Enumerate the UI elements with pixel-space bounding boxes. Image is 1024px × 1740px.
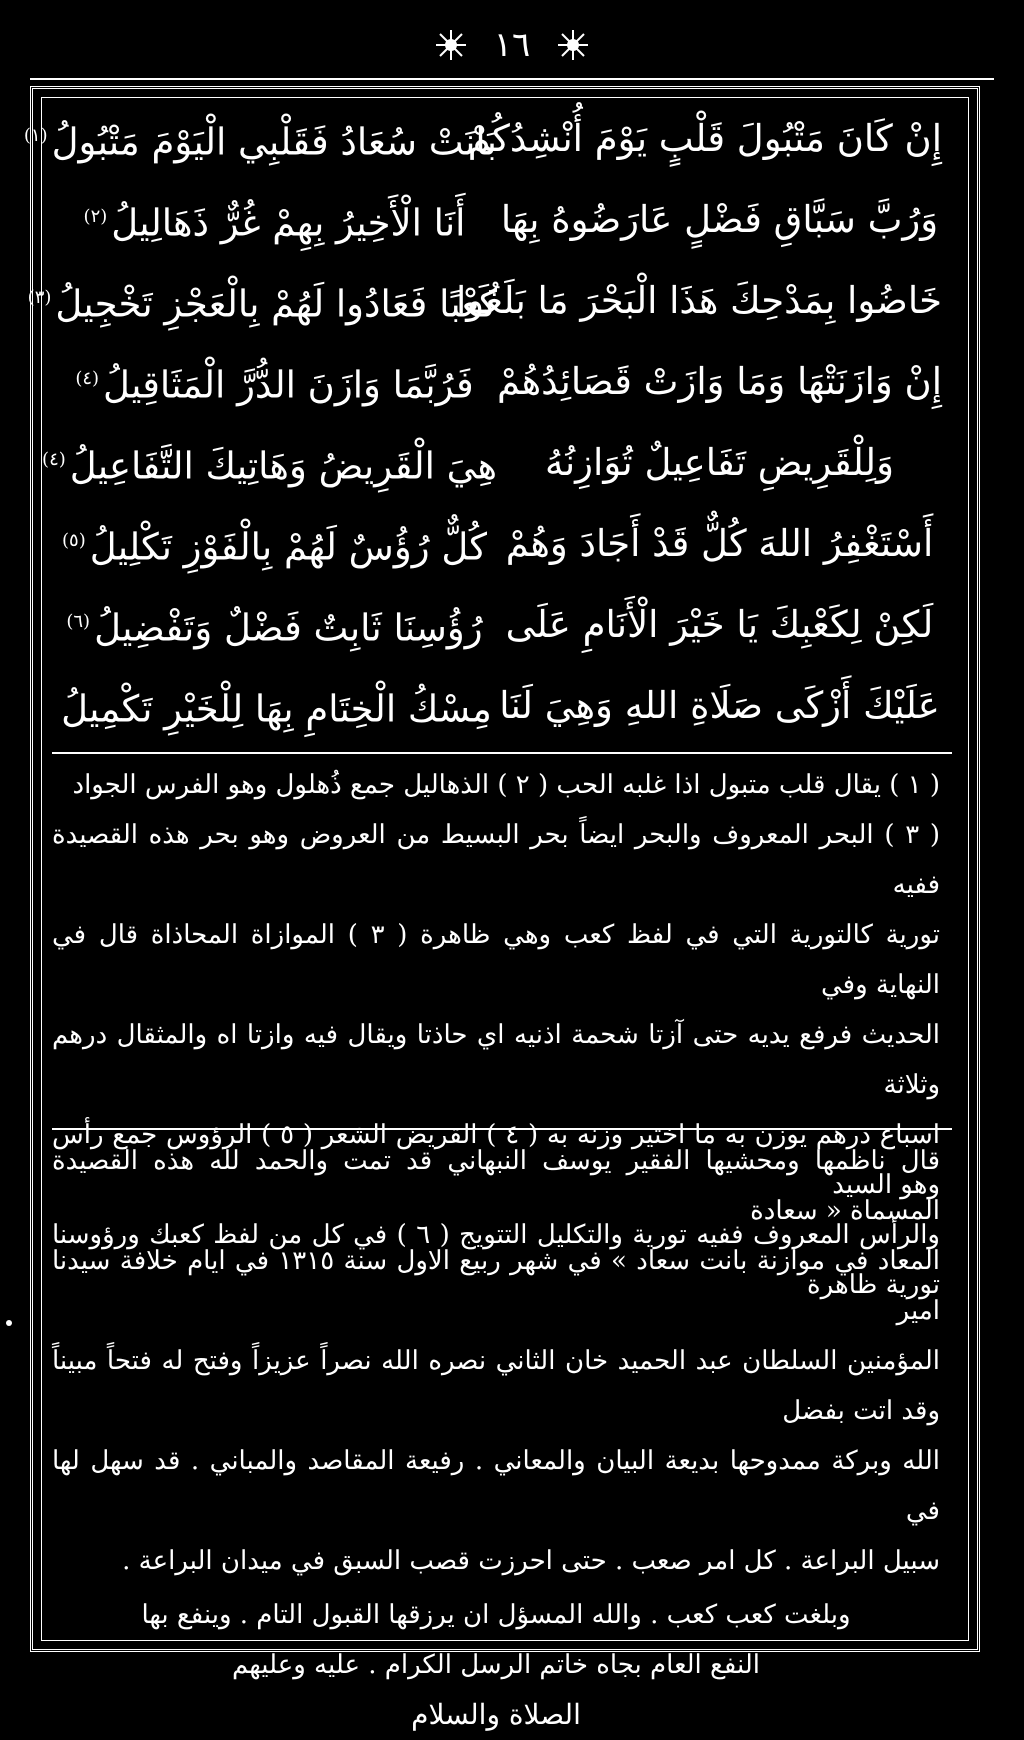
footnote-marker: (٤) (75, 367, 100, 389)
footnote-line: ( ٣ ) البحر المعروف والبحر ايضاً بحر البسيط من العروض وهو بحر هذه القصيدة ففيه (52, 820, 940, 900)
verse (23, 98, 942, 179)
second-hemistich (23, 95, 497, 182)
first-hemistich: عَلَيْكَ أَزْكَى صَلَاةِ اللهِ وَهِيَ لَنَا (499, 684, 940, 727)
colophon-line: المؤمنين السلطان عبد الحميد خان الثاني نصره الله نصراً عزيزاً وفتح له فتحاً مبيناً وقد اتت بفضل (52, 1346, 940, 1426)
colophon-line: الله وبركة ممدوحها بديعة البيان والمعاني . رفيعة المقاصد والمباني . قد سهل لها في (52, 1446, 940, 1526)
hemistich-text: أَنَا الْأَخِيرُ بِهِمْ غُرٌّ ذَهَالِيلُ (111, 201, 466, 245)
page-header (0, 20, 1024, 70)
colophon-divider (52, 1128, 952, 1130)
second-hemistich (42, 419, 497, 506)
first-hemistich: خَاضُوا بِمَدْحِكَ هَذَا الْبَحْرَ مَا بَلَغُوا (455, 279, 942, 322)
first-hemistich: لَكِنْ لِكَعْبِكَ يَا خَيْرَ الْأَنَامِ عَلَى (505, 603, 934, 646)
notes-divider (52, 752, 952, 754)
second-hemistich (52, 662, 497, 749)
verse (52, 584, 942, 665)
second-hemistich (52, 500, 497, 587)
colophon-line: سبيل البراعة . كل امر صعب . حتى احرزت قصب السبق في ميدان البراعة . (122, 1546, 940, 1576)
footnote-marker: (١) (23, 124, 48, 146)
second-hemistich (27, 257, 497, 344)
second-hemistich (52, 338, 497, 425)
poem (23, 98, 942, 748)
first-hemistich: وَلِلْقَرِيضِ تَفَاعِيلٌ تُوَازِنُهُ (545, 441, 894, 484)
first-hemistich: وَرُبَّ سَبَّاقِ فَضْلٍ عَارَضُوهُ بِهَا (500, 198, 939, 241)
hemistich-text: هِيَ الْقَرِيضُ وَهَاتِيكَ التَّفَاعِيلُ (69, 444, 497, 488)
first-hemistich: إِنْ كَانَ مَتْبُولَ قَلْبٍ يَوْمَ أُنْشِدُكُمْ (467, 117, 942, 160)
hemistich-text: فَرُبَّمَا وَازَنَ الدُّرَّ الْمَثَاقِيلُ (103, 363, 474, 407)
verse (27, 260, 942, 341)
footnote-line: تورية كالتورية التي في لفظ كعب وهي ظاهرة ( ٣ ) الموازاة المحاذاة قال في النهاية وفي (52, 920, 940, 1000)
hemistich-text: كُلٌّ رُؤُسٌ لَهُمْ بِالْفَوْزِ تَكْلِيلُ (89, 525, 487, 569)
colophon-line: المعاد في موازنة بانت سعاد » في شهر ربيع الاول سنة ١٣١٥ في ايام خلافة سيدنا امير (52, 1246, 941, 1326)
footnote-marker: (٢) (83, 205, 108, 227)
margin-speck (6, 1320, 12, 1326)
hemistich-text: كَعْبًا فَعَادُوا لَهُمْ بِالْعَجْزِ تَخْجِيلُ (55, 282, 497, 326)
closing-salutation: الصلاة والسلام (411, 1698, 581, 1731)
first-hemistich: أَسْتَغْفِرُ اللهَ كُلٌّ قَدْ أَجَادَ وَهُمْ (505, 522, 934, 565)
footnote-line: والرأس المعروف ففيه تورية والتكليل التتويج ( ٦ ) في كل من لفظ كعبك ورؤوسنا تورية ظاهرة (52, 1220, 940, 1300)
footnote-marker: (٤) (42, 448, 66, 470)
footnote-line: اسباع درهم يوزن به ما اختير وزنه به ( ٤ ) القريض الشعر ( ٥ ) الرؤوس جمع رأس وهو السيد (52, 1120, 940, 1200)
second-hemistich (52, 581, 497, 668)
verse (52, 503, 942, 584)
colophon (52, 1136, 940, 1740)
hemistich-text: رُؤُسِنَا ثَابِتٌ فَضْلٌ وَتَفْضِيلُ (94, 606, 483, 650)
footnote-line: الحديث فرفع يديه حتى آزتا شحمة اذنيه اي حاذتا ويقال فيه وازتا اه والمثقال درهم وثلاثة (52, 1020, 940, 1100)
footnote-marker: (٣) (27, 286, 52, 308)
hemistich-text: بَانَتْ سُعَادُ فَقَلْبِي الْيَوْمَ مَتْبُولُ (51, 120, 497, 164)
hemistich-text: مِسْكُ الْخِتَامِ بِهَا لِلْخَيْرِ تَكْمِيلُ (61, 687, 492, 731)
colophon-line: النفع العام بجاه خاتم الرسل الكرام . عليه وعليهم (231, 1650, 761, 1680)
colophon-line: قال ناظمها ومحشيها الفقير يوسف النبهاني قد تمت والحمد لله هذه القصيدة المسماة « سعادة (52, 1146, 940, 1226)
footnote-marker: (٦) (66, 610, 91, 632)
footnote-marker: (٥) (62, 529, 86, 551)
header-rule (30, 78, 994, 80)
verse (52, 179, 942, 260)
verse (52, 665, 942, 746)
verse (42, 422, 942, 503)
second-hemistich (52, 176, 497, 263)
star-ornament-icon (434, 28, 468, 62)
page-number: ١٦ (493, 25, 531, 65)
verse (52, 341, 942, 422)
first-hemistich: إِنْ وَازَنَتْهَا وَمَا وَازَتْ قَصَائِدُهُمْ (496, 360, 942, 403)
colophon-line: وبلغت كعب كعب . والله المسؤل ان يرزقها القبول التام . وينفع بها (141, 1600, 851, 1630)
footnote-line: ( ١ ) يقال قلب متبول اذا غلبه الحب ( ٢ ) الذهاليل جمع ذُهلول وهو الفرس الجواد (72, 770, 940, 800)
star-ornament-icon (556, 28, 590, 62)
